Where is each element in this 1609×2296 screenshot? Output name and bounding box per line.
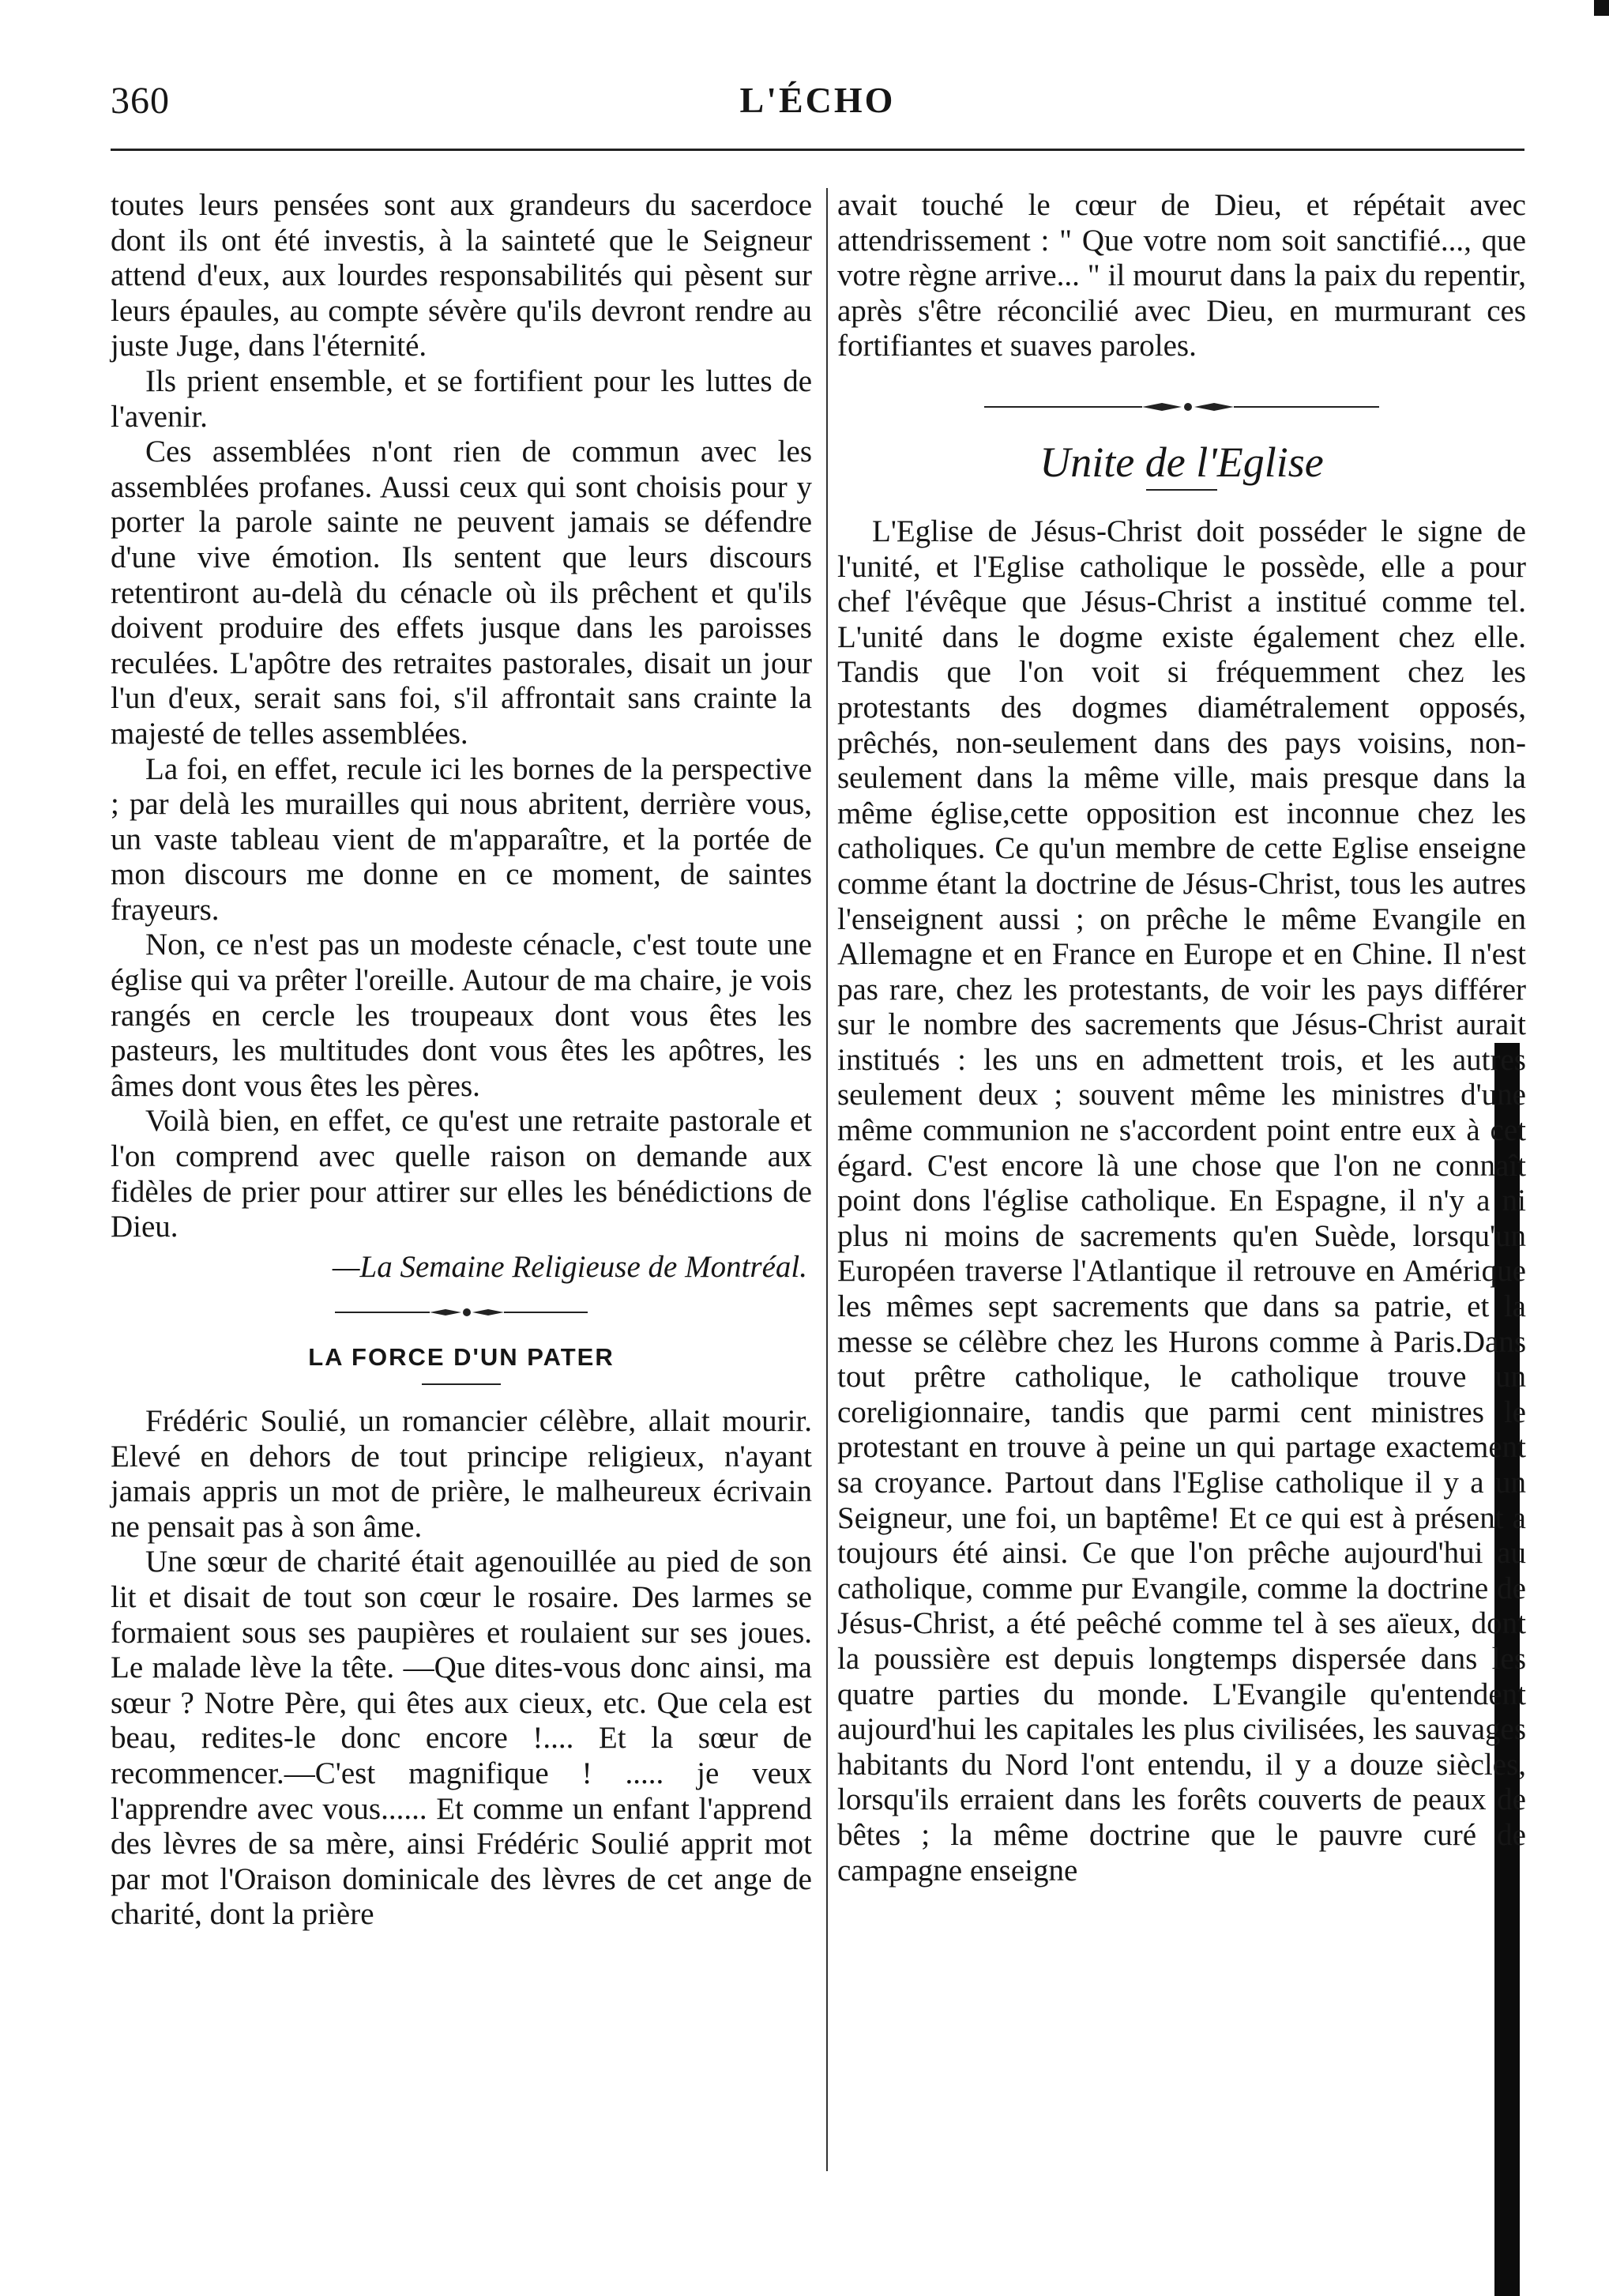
section-heading: LA FORCE D'UN PATER <box>308 1343 615 1372</box>
ornamental-divider <box>837 399 1526 415</box>
article-paragraph: Voilà bien, en effet, ce qu'est une retraite pastorale et l'on comprend avec quelle raison on demande aux fidèles de prier pour attirer sur elles les bénédictions de Dieu. <box>111 1104 812 1244</box>
article-paragraph: Une sœur de charité était agenouillée au pied de son lit et disait de tout son cœur le rosaire. Des larmes se formaient sous ses paupières et roulaient sur ses joues. Le malade lève la tête. —Que dites-vous donc ainsi, ma sœur ? Notre Père, qui êtes aux cieux, etc. Que cela est beau, redites-le donc encore !.... Et la sœur de recommencer.—C'est magnifique ! ..... je veux l'apprendre avec vous...... Et comme un enfant l'apprend des lèvres de sa mère, ainsi Frédéric Soulié apprit mot par mot l'Oraison dominicale des lèvres de cet ange de charité, dont la prière <box>111 1545 812 1932</box>
page-number: 360 <box>111 80 170 122</box>
article-paragraph: avait touché le cœur de Dieu, et répétait avec attendrissement : " Que votre nom soit sanctifié..., que votre règne arrive... " il mourut dans la paix du repentir, après s'être réconcilié avec Dieu, en murmurant ces fortifiantes et suaves paroles. <box>837 188 1526 363</box>
article-paragraph: Frédéric Soulié, un romancier célèbre, allait mourir. Elevé en dehors de tout principe religieux, n'ayant jamais appris un mot de prière, le malheureux écrivain ne pensait pas à son âme. <box>111 1404 812 1544</box>
left-column <box>111 188 812 1933</box>
page-corner-mark <box>1594 0 1609 16</box>
heading-rule <box>1146 489 1217 491</box>
article-paragraph: Ces assemblées n'ont rien de commun avec les assemblées profanes. Aussi ceux qui sont choisis pour y porter la parole sainte ne peuvent jamais se défendre d'une vive émotion. Ils sentent que leurs discours retentiront au-delà du cénacle où ils prêchent et qu'ils doivent produire des effets jusque dans les paroisses reculées. L'apôtre des retraites pastorales, disait un jour l'un d'eux, serait sans foi, s'il affrontait sans crainte la majesté de telles assemblées. <box>111 435 812 751</box>
heading-rule <box>422 1383 501 1385</box>
page-header <box>111 79 1524 134</box>
article-paragraph: La foi, en effet, recule ici les bornes de la perspective ; par delà les murailles qui nous abritent, derrière vous, un vaste tableau vient de m'apparaître, et la portée de mon discours me donne en ce moment, de saintes frayeurs. <box>111 751 812 927</box>
right-column <box>837 188 1526 1888</box>
article-paragraph: Non, ce n'est pas un modeste cénacle, c'est toute une église qui va prêter l'oreille. Autour de ma chaire, je vois rangés en cercle les troupeaux dont vous êtes les pasteurs, les multitudes dont vous êtes les apôtres, les âmes dont vous êtes les pères. <box>111 928 812 1103</box>
ornamental-divider <box>111 1305 812 1319</box>
column-divider <box>826 188 828 2171</box>
article-source-signature: —La Semaine Religieuse de Montréal. <box>332 1249 807 1284</box>
article-paragraph: Ils prient ensemble, et se fortifient pour les luttes de l'avenir. <box>111 363 812 434</box>
header-rule <box>111 149 1524 151</box>
running-title: L'ÉCHO <box>739 80 896 120</box>
article-paragraph: toutes leurs pensées sont aux grandeurs du sacerdoce dont ils ont été investis, à la sainteté que le Seigneur attend d'eux, aux lourdes responsabilités qui pèsent sur leurs épaules, au compte sévère qu'ils devront rendre au juste Juge, dans l'éternité. <box>111 188 812 363</box>
section-heading: Unite de l'Eglise <box>1039 438 1324 486</box>
article-paragraph: L'Eglise de Jésus-Christ doit posséder le signe de l'unité, et l'Eglise catholique le possède, elle a pour chef l'évêque que Jésus-Christ a institué comme tel. L'unité dans le dogme existe également chez elle. Tandis que l'on voit si fréquemment chez les protestants des dogmes diamétralement opposés, prêchés, non-seulement dans des pays voisins, non-seulement dans la même ville, mais presque dans la même église,cette opposition est inconnue chez les catholiques. Ce qu'un membre de cette Eglise enseigne comme étant la doctrine de Jésus-Christ, tous les autres l'enseignent aussi ; on prêche le même Evangile en Allemagne et en France en Europe et en Chine. Il n'est pas rare, chez les protestants, de voir les pays différer sur le nombre des sacrements que Jésus-Christ aurait institués : les uns en admettent trois, et les autres seulement deux ; souvent même les ministres d'une même communion ne s'accordent point entre eux à cet égard. C'est encore là une chose que l'on ne connaît point dons l'église catholique. En Espagne, il n'y a ni plus ni moins de sacrements qu'en Suède, lorsqu'un Européen traverse l'Atlantique il retrouve en Amérique les mêmes sept sacrements que dans sa patrie, et la messe se célèbre chez les Hurons comme à Paris.Dans tout prêtre catholique, le catholique trouve un coreligionnaire, tandis que parmi cent ministres le protestant en trouve à peine un qui partage exactement sa croyance. Partout dans l'Eglise catholique il y a un Seigneur, une foi, un baptême! Et ce qui est à présent a toujours été ainsi. Ce que l'on prêche aujourd'hui au catholique, comme pur Evangile, comme la doctrine de Jésus-Christ, a été peêché comme tel à ses aïeux, dont la poussière est depuis longtemps dispersée dans les quatre parties du monde. L'Evangile qu'entendent aujourd'hui les capitales les plus civilisées, les sauvages habitants du Nord l'ont entendu, il y a douze siècles, lorsqu'ils erraient dans les forêts couverts de peaux de bêtes ; la même doctrine que le pauvre curé de campagne enseigne <box>837 514 1526 1888</box>
